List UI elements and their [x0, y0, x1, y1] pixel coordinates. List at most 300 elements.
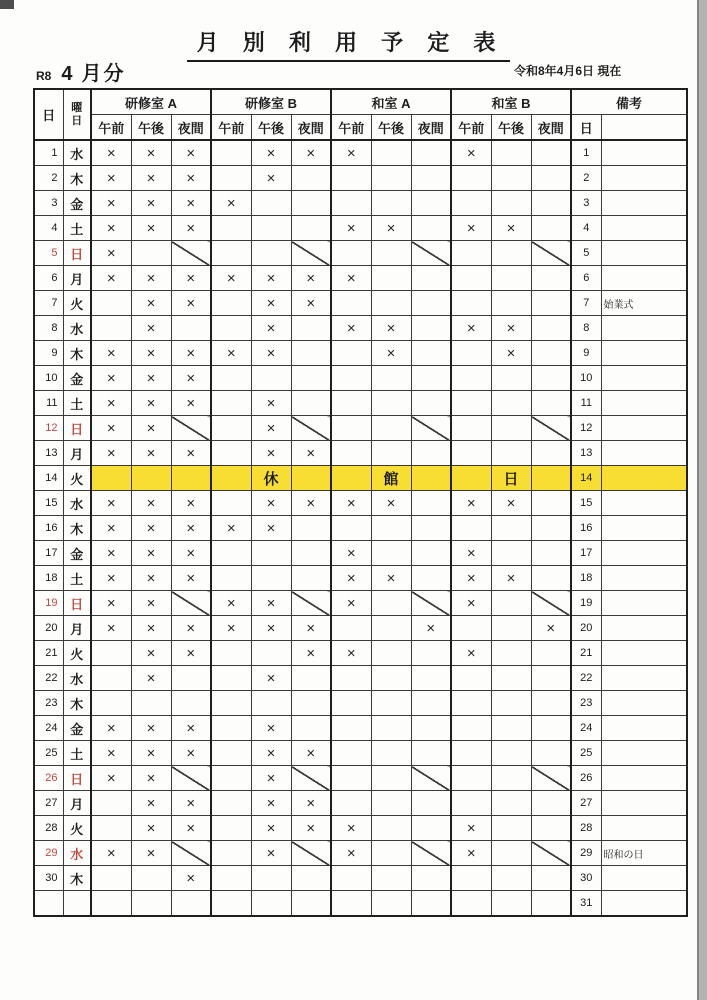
slot-cell: ×	[131, 491, 171, 516]
slot-cell	[491, 816, 531, 841]
slot-cell	[211, 166, 251, 191]
schedule-row	[34, 441, 687, 466]
slot-cell: ×	[131, 416, 171, 441]
slot-cell	[491, 366, 531, 391]
slot-cell	[531, 216, 571, 241]
slot-cell	[451, 391, 491, 416]
right-day-cell: 27	[571, 791, 601, 816]
slot-cell: ×	[451, 541, 491, 566]
slot-cell	[291, 391, 331, 416]
slot-cell: ×	[91, 391, 131, 416]
slot-cell	[411, 366, 451, 391]
slot-cell: ×	[451, 816, 491, 841]
day-cell: 30	[34, 866, 63, 891]
slot-cell	[211, 816, 251, 841]
weekday-cell: 金	[63, 366, 91, 391]
slot-cell: ×	[251, 291, 291, 316]
slot-cell	[531, 341, 571, 366]
schedule-row	[34, 716, 687, 741]
slot-cell	[491, 191, 531, 216]
slot-cell	[451, 366, 491, 391]
day-cell: 16	[34, 516, 63, 541]
schedule-body	[34, 140, 687, 916]
remark-cell	[601, 641, 687, 666]
slot-cell: ×	[171, 140, 211, 166]
day-cell: 17	[34, 541, 63, 566]
remark-cell	[601, 691, 687, 716]
slot-cell	[131, 691, 171, 716]
slot-cell: ×	[131, 841, 171, 866]
slot-cell	[251, 241, 291, 266]
header-right-day: 日	[571, 115, 601, 141]
slot-cell: ×	[291, 616, 331, 641]
slot-cell: ×	[131, 291, 171, 316]
slot-cell	[331, 166, 371, 191]
slot-cell: ×	[131, 341, 171, 366]
slot-cell	[531, 266, 571, 291]
slot-cell: ×	[251, 616, 291, 641]
slot-cell: ×	[91, 341, 131, 366]
slot-cell	[171, 466, 211, 491]
slot-cell	[371, 191, 411, 216]
weekday-cell: 火	[63, 816, 91, 841]
slot-cell	[211, 466, 251, 491]
slot-cell	[451, 416, 491, 441]
slot-cell	[251, 216, 291, 241]
right-day-cell: 17	[571, 541, 601, 566]
slot-cell	[91, 691, 131, 716]
slot-cell	[251, 191, 291, 216]
slot-cell	[171, 841, 211, 866]
slot-cell	[331, 866, 371, 891]
right-day-cell: 20	[571, 616, 601, 641]
slot-cell	[411, 866, 451, 891]
remark-cell	[601, 391, 687, 416]
slot-cell	[371, 266, 411, 291]
day-cell: 3	[34, 191, 63, 216]
slot-cell: ×	[331, 591, 371, 616]
slot-cell: ×	[491, 341, 531, 366]
right-day-cell: 24	[571, 716, 601, 741]
weekday-cell: 木	[63, 166, 91, 191]
slot-cell: ×	[131, 366, 171, 391]
weekday-cell: 日	[63, 241, 91, 266]
remark-cell	[601, 816, 687, 841]
schedule-row	[34, 316, 687, 341]
schedule-row	[34, 791, 687, 816]
slot-cell	[331, 341, 371, 366]
page-title: 月 別 利 用 予 定 表	[187, 26, 511, 62]
right-day-cell: 18	[571, 566, 601, 591]
header-period: 午後	[251, 115, 291, 141]
slot-cell	[371, 616, 411, 641]
header-weekday-bottom: 日	[71, 114, 83, 127]
remark-cell	[601, 616, 687, 641]
slot-cell	[491, 716, 531, 741]
slot-cell	[451, 866, 491, 891]
slot-cell: ×	[91, 766, 131, 791]
day-cell: 25	[34, 741, 63, 766]
day-cell: 23	[34, 691, 63, 716]
slot-cell	[211, 691, 251, 716]
slot-cell	[171, 666, 211, 691]
weekday-cell: 金	[63, 716, 91, 741]
slot-cell	[531, 391, 571, 416]
slot-cell	[291, 191, 331, 216]
slot-cell: ×	[331, 491, 371, 516]
slot-cell	[491, 391, 531, 416]
slot-cell: ×	[251, 341, 291, 366]
slot-cell: ×	[91, 591, 131, 616]
slot-cell	[491, 541, 531, 566]
weekday-cell: 水	[63, 491, 91, 516]
slot-cell	[531, 491, 571, 516]
right-day-cell: 8	[571, 316, 601, 341]
day-cell: 14	[34, 466, 63, 491]
slot-cell	[211, 541, 251, 566]
slot-cell	[291, 366, 331, 391]
slot-cell: ×	[291, 741, 331, 766]
slot-cell: ×	[171, 341, 211, 366]
slot-cell: ×	[131, 666, 171, 691]
slot-cell	[451, 441, 491, 466]
day-cell: 26	[34, 766, 63, 791]
weekday-cell: 土	[63, 216, 91, 241]
slot-cell: ×	[131, 391, 171, 416]
slot-cell: ×	[171, 291, 211, 316]
slot-cell	[531, 140, 571, 166]
slot-cell	[211, 566, 251, 591]
slot-cell: ×	[331, 140, 371, 166]
slot-cell	[371, 791, 411, 816]
right-day-cell: 28	[571, 816, 601, 841]
slot-cell	[131, 866, 171, 891]
slot-cell	[451, 291, 491, 316]
day-cell: 27	[34, 791, 63, 816]
slot-cell	[411, 316, 451, 341]
scan-artifact-right-edge	[697, 0, 707, 1000]
slot-cell: ×	[291, 816, 331, 841]
slot-cell	[451, 691, 491, 716]
slot-cell	[491, 691, 531, 716]
slot-cell	[331, 516, 371, 541]
slot-cell	[211, 366, 251, 391]
slot-cell	[371, 866, 411, 891]
slot-cell: ×	[171, 716, 211, 741]
slot-cell	[451, 666, 491, 691]
slot-cell: 館	[371, 466, 411, 491]
slot-cell: ×	[491, 316, 531, 341]
slot-cell	[531, 316, 571, 341]
weekday-cell: 水	[63, 841, 91, 866]
slot-cell: ×	[251, 816, 291, 841]
slot-cell: ×	[251, 791, 291, 816]
header-room-b: 研修室 B	[211, 89, 331, 115]
slot-cell	[211, 140, 251, 166]
day-cell: 24	[34, 716, 63, 741]
weekday-cell: 日	[63, 591, 91, 616]
remark-cell	[601, 716, 687, 741]
slot-cell: ×	[491, 216, 531, 241]
day-cell: 6	[34, 266, 63, 291]
slot-cell: ×	[211, 266, 251, 291]
slot-cell	[411, 716, 451, 741]
slot-cell: ×	[91, 140, 131, 166]
slot-cell	[371, 516, 411, 541]
slot-cell	[411, 741, 451, 766]
slot-cell: ×	[131, 266, 171, 291]
schedule-row	[34, 816, 687, 841]
slot-cell	[371, 716, 411, 741]
slot-cell	[491, 791, 531, 816]
slot-cell: ×	[91, 841, 131, 866]
slot-cell: ×	[371, 216, 411, 241]
slot-cell	[251, 566, 291, 591]
header-weekday	[63, 89, 91, 140]
slot-cell	[91, 316, 131, 341]
day-cell: 28	[34, 816, 63, 841]
slot-cell: ×	[91, 741, 131, 766]
header-remarks: 備考	[571, 89, 687, 115]
schedule-row	[34, 291, 687, 316]
slot-cell	[371, 741, 411, 766]
remark-cell	[601, 866, 687, 891]
slot-cell	[131, 241, 171, 266]
slot-cell	[291, 541, 331, 566]
slot-cell	[211, 241, 251, 266]
right-day-cell: 30	[571, 866, 601, 891]
weekday-cell: 月	[63, 441, 91, 466]
slot-cell	[491, 241, 531, 266]
slot-cell	[91, 641, 131, 666]
slot-cell: ×	[91, 541, 131, 566]
day-cell: 12	[34, 416, 63, 441]
slot-cell	[211, 216, 251, 241]
header-period: 夜間	[531, 115, 571, 141]
day-cell: 21	[34, 641, 63, 666]
slot-cell	[291, 691, 331, 716]
slot-cell	[451, 741, 491, 766]
right-day-cell: 12	[571, 416, 601, 441]
slot-cell	[211, 441, 251, 466]
header-day: 日	[34, 89, 63, 140]
remark-cell	[601, 140, 687, 166]
remark-cell	[601, 341, 687, 366]
slot-cell	[331, 291, 371, 316]
slot-cell	[371, 641, 411, 666]
right-day-cell: 10	[571, 366, 601, 391]
slot-cell	[531, 866, 571, 891]
header-remarks-blank	[601, 115, 687, 141]
slot-cell	[291, 316, 331, 341]
slot-cell	[251, 891, 291, 917]
slot-cell	[291, 866, 331, 891]
slot-cell	[291, 566, 331, 591]
slot-cell	[211, 416, 251, 441]
right-day-cell: 2	[571, 166, 601, 191]
schedule-row	[34, 140, 687, 166]
slot-cell	[531, 641, 571, 666]
slot-cell: ×	[171, 266, 211, 291]
slot-cell	[451, 191, 491, 216]
header-period: 午前	[91, 115, 131, 141]
slot-cell	[531, 466, 571, 491]
slot-cell: ×	[251, 140, 291, 166]
slot-cell: ×	[291, 140, 331, 166]
slot-cell: ×	[171, 791, 211, 816]
slot-cell	[531, 191, 571, 216]
remark-cell	[601, 741, 687, 766]
weekday-cell: 土	[63, 566, 91, 591]
weekday-cell: 木	[63, 691, 91, 716]
slot-cell	[491, 641, 531, 666]
slot-cell: ×	[91, 216, 131, 241]
slot-cell	[91, 666, 131, 691]
slot-cell	[371, 241, 411, 266]
slot-cell: ×	[291, 291, 331, 316]
slot-cell: ×	[211, 591, 251, 616]
slot-cell	[251, 541, 291, 566]
day-cell: 8	[34, 316, 63, 341]
slot-cell	[451, 266, 491, 291]
day-cell: 10	[34, 366, 63, 391]
slot-cell	[171, 891, 211, 917]
slot-cell	[531, 766, 571, 791]
slot-cell: ×	[371, 316, 411, 341]
slot-cell	[331, 191, 371, 216]
slot-cell	[291, 666, 331, 691]
slot-cell: ×	[171, 616, 211, 641]
header-period: 夜間	[171, 115, 211, 141]
right-day-cell: 5	[571, 241, 601, 266]
schedule-row	[34, 416, 687, 441]
slot-cell	[491, 891, 531, 917]
weekday-cell: 土	[63, 391, 91, 416]
slot-cell	[411, 891, 451, 917]
slot-cell	[411, 491, 451, 516]
weekday-cell: 木	[63, 866, 91, 891]
slot-cell: ×	[451, 641, 491, 666]
slot-cell	[291, 166, 331, 191]
slot-cell: ×	[131, 216, 171, 241]
slot-cell: ×	[131, 716, 171, 741]
schedule-row	[34, 841, 687, 866]
slot-cell	[451, 616, 491, 641]
right-day-cell: 26	[571, 766, 601, 791]
slot-cell	[491, 866, 531, 891]
slot-cell: ×	[331, 541, 371, 566]
right-day-cell: 15	[571, 491, 601, 516]
remark-cell	[601, 541, 687, 566]
slot-cell	[411, 766, 451, 791]
slot-cell	[371, 366, 411, 391]
right-day-cell: 1	[571, 140, 601, 166]
slot-cell	[171, 691, 211, 716]
weekday-cell: 月	[63, 616, 91, 641]
day-cell: 9	[34, 341, 63, 366]
weekday-cell: 水	[63, 316, 91, 341]
slot-cell	[91, 466, 131, 491]
slot-cell	[531, 791, 571, 816]
slot-cell: ×	[251, 766, 291, 791]
slot-cell: 日	[491, 466, 531, 491]
slot-cell: ×	[291, 441, 331, 466]
slot-cell	[331, 466, 371, 491]
slot-cell: ×	[91, 241, 131, 266]
slot-cell: ×	[211, 341, 251, 366]
slot-cell	[291, 891, 331, 917]
slot-cell: ×	[291, 491, 331, 516]
weekday-cell: 日	[63, 416, 91, 441]
slot-cell: ×	[291, 791, 331, 816]
day-cell: 7	[34, 291, 63, 316]
slot-cell: ×	[91, 616, 131, 641]
slot-cell: ×	[251, 491, 291, 516]
schedule-row	[34, 391, 687, 416]
header-room-a: 研修室 A	[91, 89, 211, 115]
slot-cell: ×	[331, 841, 371, 866]
slot-cell	[491, 441, 531, 466]
day-cell: 2	[34, 166, 63, 191]
slot-cell	[211, 866, 251, 891]
slot-cell	[531, 541, 571, 566]
slot-cell: ×	[131, 591, 171, 616]
slot-cell: ×	[171, 391, 211, 416]
slot-cell: ×	[131, 616, 171, 641]
slot-cell	[331, 666, 371, 691]
remark-cell	[601, 591, 687, 616]
weekday-cell: 月	[63, 791, 91, 816]
slot-cell: ×	[171, 191, 211, 216]
schedule-row	[34, 241, 687, 266]
slot-cell	[291, 341, 331, 366]
slot-cell	[411, 291, 451, 316]
day-cell: 5	[34, 241, 63, 266]
slot-cell: 休	[251, 466, 291, 491]
remark-cell	[601, 891, 687, 917]
slot-cell	[291, 766, 331, 791]
slot-cell	[291, 716, 331, 741]
slot-cell	[531, 241, 571, 266]
slot-cell	[211, 766, 251, 791]
slot-cell: ×	[171, 491, 211, 516]
day-cell	[34, 891, 63, 917]
slot-cell	[171, 316, 211, 341]
slot-cell: ×	[131, 566, 171, 591]
slot-cell: ×	[371, 566, 411, 591]
slot-cell	[371, 541, 411, 566]
right-day-cell: 11	[571, 391, 601, 416]
day-cell: 22	[34, 666, 63, 691]
slot-cell: ×	[451, 491, 491, 516]
slot-cell: ×	[331, 816, 371, 841]
slot-cell	[411, 791, 451, 816]
slot-cell	[411, 191, 451, 216]
slot-cell	[211, 391, 251, 416]
slot-cell	[531, 291, 571, 316]
slot-cell: ×	[251, 591, 291, 616]
slot-cell: ×	[371, 491, 411, 516]
slot-cell	[211, 841, 251, 866]
slot-cell: ×	[171, 441, 211, 466]
remark-cell	[601, 666, 687, 691]
slot-cell	[371, 816, 411, 841]
slot-cell	[331, 891, 371, 917]
slot-cell: ×	[411, 616, 451, 641]
weekday-cell: 木	[63, 516, 91, 541]
slot-cell	[451, 166, 491, 191]
slot-cell: ×	[451, 140, 491, 166]
